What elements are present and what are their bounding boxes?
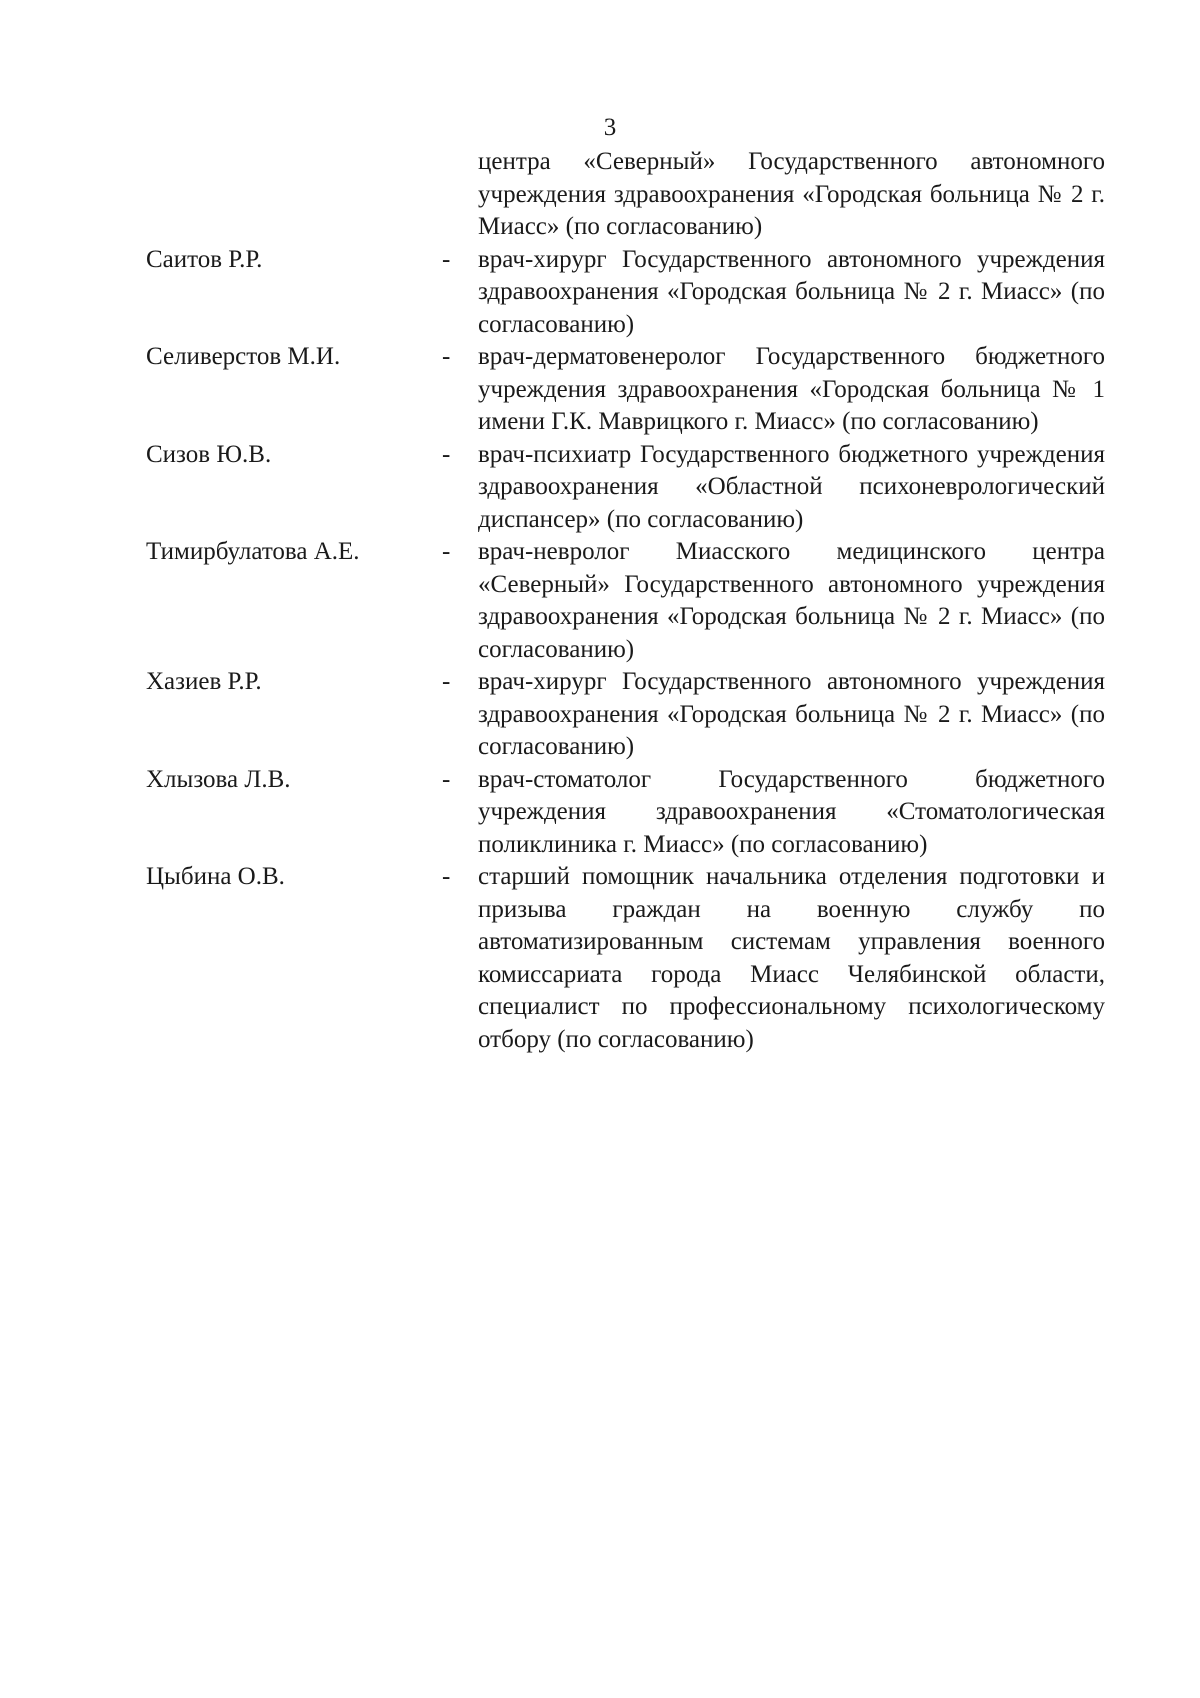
page-number: 3 <box>603 114 617 141</box>
member-dash: - <box>442 668 451 695</box>
member-list <box>146 244 1106 1057</box>
member-dash: - <box>442 765 451 793</box>
member-name: Хлызова Л.В. <box>146 765 291 793</box>
member-role: врач-хирург Государственного автономного учреждения здравоохранения «Городская больница № 2 г. Миасс» (по согласованию) <box>478 245 1105 338</box>
member-row <box>146 244 1106 342</box>
member-role: врач-стоматолог Государственного бюджетного учреждения здравоохранения «Стоматологическая поликлиника г. Миасс» (по согласованию) <box>478 765 1105 858</box>
member-row <box>146 341 1106 439</box>
member-name: Тимирбулатова А.Е. <box>146 538 360 565</box>
member-row <box>146 536 1106 666</box>
member-name: Селиверстов М.И. <box>146 343 341 370</box>
member-dash: - <box>442 863 451 890</box>
member-name: Сизов Ю.В. <box>146 440 272 468</box>
member-row <box>146 861 1106 1056</box>
member-role: врач-дерматовенеролог Государственного бюджетного учреждения здравоохранения «Городская больница № 1 имени Г.К. Маврицкого г. Миасс» (по согласованию) <box>478 343 1105 435</box>
member-dash: - <box>442 343 451 370</box>
member-name: Хазиев Р.Р. <box>146 668 262 695</box>
member-dash: - <box>442 538 451 565</box>
member-row <box>146 439 1106 537</box>
member-dash: - <box>442 440 451 468</box>
member-role: старший помощник начальника отделения подготовки и призыва граждан на военную службу по автоматизированным системам управления военного комиссариата города Миасс Челябинской области, специалист по профессиональному психологическому отбору (по согласованию) <box>478 863 1105 1053</box>
member-role: врач-психиатр Государственного бюджетного учреждения здравоохранения «Областной психоневрологический диспансер» (по согласованию) <box>478 440 1105 533</box>
member-name: Цыбина О.В. <box>146 863 285 890</box>
member-row <box>146 764 1106 862</box>
member-name: Саитов Р.Р. <box>146 245 263 273</box>
member-role: врач-хирург Государственного автономного учреждения здравоохранения «Городская больница № 2 г. Миасс» (по согласованию) <box>478 668 1105 760</box>
continuation-text: центра «Северный» Государственного автономного учреждения здравоохранения «Городская больница № 2 г. Миасс» (по согласованию) <box>478 148 1105 240</box>
member-dash: - <box>442 245 451 273</box>
member-row <box>146 666 1106 764</box>
member-role: врач-невролог Миасского медицинского центра «Северный» Государственного автономного учреждения здравоохранения «Городская больница № 2 г. Миасс» (по согласованию) <box>478 538 1105 663</box>
